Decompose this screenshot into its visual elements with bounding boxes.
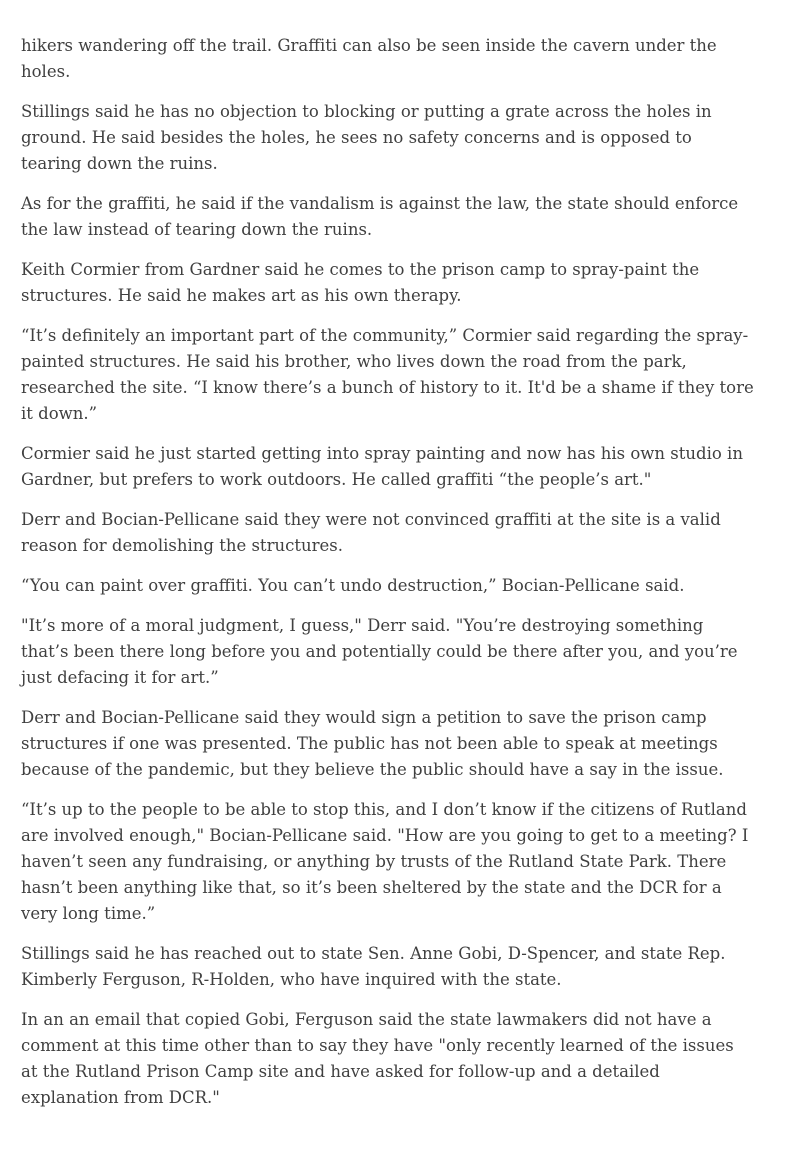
article-paragraph: hikers wandering off the trail. Graffiti can also be seen inside the cavern under the holes.	[21, 36, 717, 81]
article-paragraph: Keith Cormier from Gardner said he comes to the prison camp to spray-paint the structures. He said he makes art as his own therapy.	[21, 260, 700, 305]
article-paragraph: Derr and Bocian-Pellicane said they were not convinced graffiti at the site is a valid reason for demolishing the structures.	[21, 510, 721, 555]
article-paragraph: In an an email that copied Gobi, Ferguson said the state lawmakers did not have a comment at this time other than to say they have "only recently learned of the issues at the Rutland Prison Camp site and have asked for follow-up and a detailed explanation from DCR."	[21, 1010, 734, 1107]
article-paragraph: “It’s definitely an important part of the community,” Cormier said regarding the spray-painted structures. He said his brother, who lives down the road from the park, researched the site. “I know there’s a bunch of history to it. It'd be a shame if they tore it down.”	[21, 326, 754, 423]
article-paragraph: Stillings said he has no objection to blocking or putting a grate across the holes in ground. He said besides the holes, he sees no safety concerns and is opposed to tearing down the ruins.	[21, 102, 712, 173]
article-paragraph: “You can paint over graffiti. You can’t undo destruction,” Bocian-Pellicane said.	[21, 576, 685, 595]
article-paragraph: "It’s more of a moral judgment, I guess," Derr said. "You’re destroying something that’s been there long before you and potentially could be there after you, and you’re just defacing it for art.”	[21, 616, 738, 687]
article-paragraph: Derr and Bocian-Pellicane said they would sign a petition to save the prison camp structures if one was presented. The public has not been able to speak at meetings because of the pandemic, but they believe the public should have a say in the issue.	[21, 708, 724, 779]
article-paragraph: As for the graffiti, he said if the vandalism is against the law, the state should enforce the law instead of tearing down the ruins.	[21, 194, 739, 239]
article-paragraph: Cormier said he just started getting into spray painting and now has his own studio in Gardner, but prefers to work outdoors. He called graffiti “the people’s art."	[21, 444, 743, 489]
article-paragraph: “It’s up to the people to be able to stop this, and I don’t know if the citizens of Rutland are involved enough," Bocian-Pellicane said. "How are you going to get to a meeting? I haven’t seen any fundraising, or anything by trusts of the Rutland State Park. There hasn’t been anything like that, so it’s been sheltered by the state and the DCR for a very long time.”	[21, 800, 749, 923]
article-paragraph: Stillings said he has reached out to state Sen. Anne Gobi, D-Spencer, and state Rep. Kimberly Ferguson, R-Holden, who have inquired with the state.	[21, 944, 726, 989]
